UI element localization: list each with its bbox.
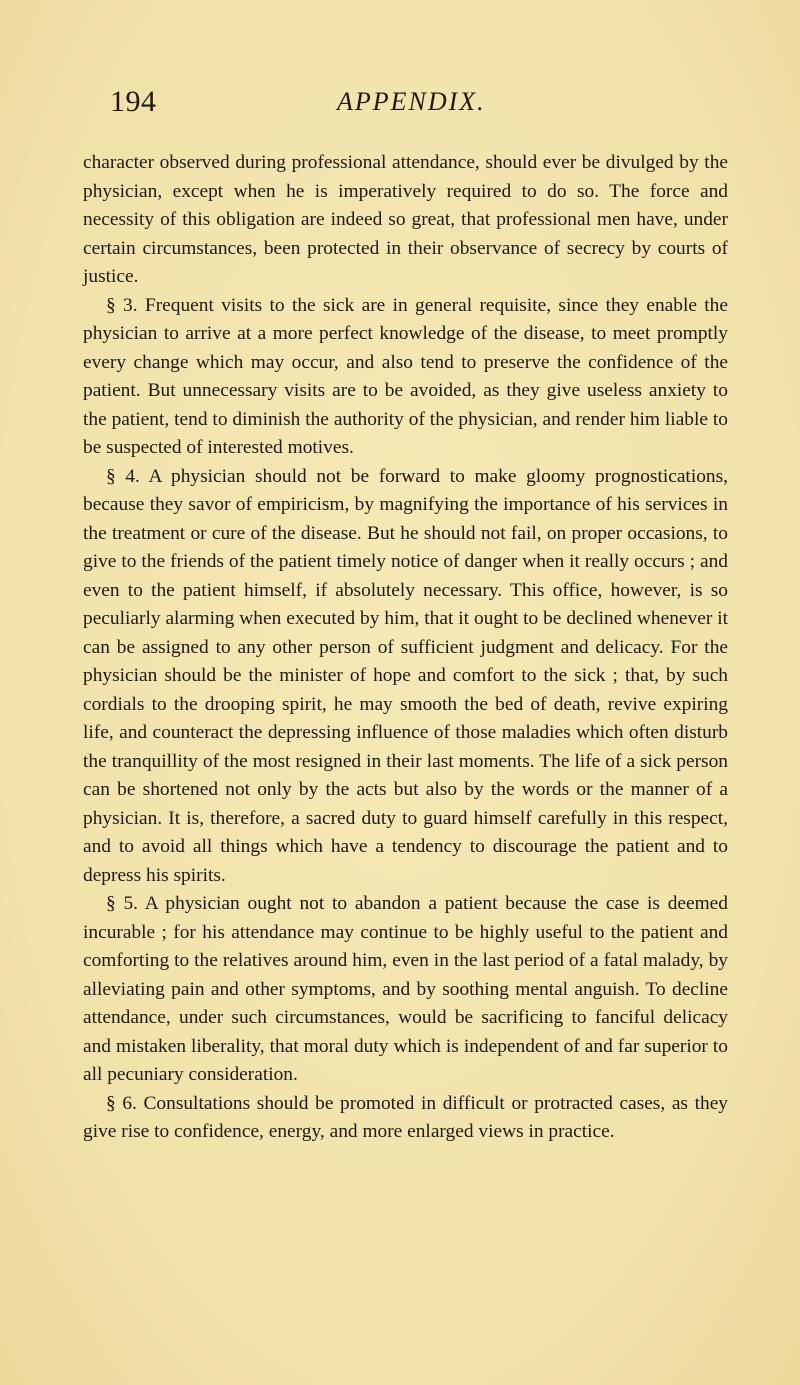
running-head: APPENDIX.	[337, 87, 486, 116]
paragraph-section-6: § 6. Consultations should be promoted in difficult or protracted cases, as they give rise to confidence, energy, and more enlarged views in practice.	[83, 1092, 728, 1142]
paragraph-continued: character observed during professional attendance, should ever be divulged by the physician, except when he is imperatively required to do so. The force and necessity of this obligation are indeed so great, that professional men have, under certain circumstances, been protected in their observance of secrecy by courts of justice.	[83, 152, 728, 287]
paragraph-section-4: § 4. A physician should not be forward to make gloomy prognostications, because they savor of empiricism, by magnifying the importance of his services in the treatment or cure of the disease. But he should not fail, on proper occasions, to give to the friends of the patient timely notice of danger when it really occurs ; and even to the patient himself, if absolutely necessary. This office, however, is so peculiarly alarming when executed by him, that it ought to be declined whenever it can be assigned to any other person of sufficient judgment and delicacy. For the physician should be the minister of hope and comfort to the sick ; that, by such cordials to the drooping spirit, he may smooth the bed of death, revive expiring life, and counteract the depressing influence of those maladies which often disturb the tranquillity of the most resigned in their last moments. The life of a sick person can be shortened not only by the acts but also by the words or the manner of a physician. It is, therefore, a sacred duty to guard himself carefully in this respect, and to avoid all things which have a tendency to discourage the patient and to depress his spirits.	[83, 465, 728, 886]
paragraph-section-5: § 5. A physician ought not to abandon a patient because the case is deemed incurable ; for his attendance may continue to be highly useful to the patient and comforting to the relatives around him, even in the last period of a fatal malady, by alleviating pain and other symptoms, and by soothing mental anguish. To decline attendance, under such circumstances, would be sacrificing to fanciful delicacy and mistaken liberality, that moral duty which is independent of and far superior to all pecuniary consideration.	[83, 893, 728, 1085]
page-number: 194	[110, 85, 157, 118]
paragraph-section-3: § 3. Frequent visits to the sick are in general requisite, since they enable the physician to arrive at a more perfect knowledge of the disease, to meet promptly every change which may occur, and also tend to preserve the confidence of the patient. But unnecessary visits are to be avoided, as they give useless anxiety to the patient, tend to diminish the authority of the physician, and render him liable to be suspected of interested motives.	[83, 294, 728, 458]
page-header	[0, 82, 800, 122]
body-text	[83, 149, 728, 1147]
